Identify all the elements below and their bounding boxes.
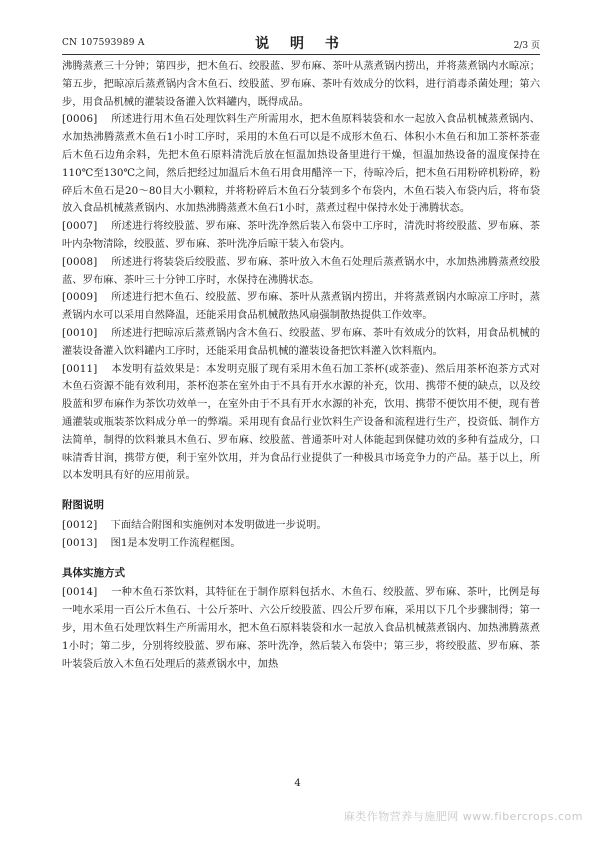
- paragraph-0013: [62, 535, 540, 553]
- paragraph-number: [0008]: [62, 255, 98, 268]
- paragraph-0010: [62, 325, 540, 361]
- paragraph-text: 所述进行将装袋后绞股蓝、罗布麻、茶叶放入木鱼石处理后蒸煮锅水中，水加热沸腾蒸煮绞股蓝、罗布麻、茶叶三十分钟工序时，水保持在沸腾状态。: [62, 255, 541, 286]
- page-number: 4: [294, 778, 301, 789]
- paragraph-text: 所述进行把晾凉后蒸煮锅内含木鱼石、绞股蓝、罗布麻、茶叶有效成分的饮料，用食品机械的灌装设备灌入饮料罐内工序时，还能采用食品机械的灌装设备把饮料灌入饮料瓶内。: [62, 326, 541, 357]
- page-header: [62, 32, 540, 55]
- paragraph-0011: [62, 361, 540, 486]
- paragraph-text: 所述进行将绞股蓝、罗布麻、茶叶洗净然后装入布袋中工序时，清洗时将绞股蓝、罗布麻、茶叶内杂物清除，绞股蓝、罗布麻、茶叶洗净后晾干装入布袋内。: [62, 220, 541, 250]
- paragraph-number: [0009]: [62, 291, 98, 304]
- paragraph-number: [0010]: [62, 326, 98, 339]
- watermark-text: 麻类作物营养与施肥网 www.fibercrops.com: [343, 810, 583, 823]
- paragraph-text: 一种木鱼石茶饮料，其特征在于制作原料包括水、木鱼石、绞股蓝、罗布麻、茶叶，比例是每一吨水采用一百公斤木鱼石、十公斤茶叶、六公斤绞股蓝、四公斤罗布麻，采用以下几个步骤制得；第一步，用木鱼石处理饮料生产所需用水，把木鱼石原料装袋和水一起放入食品机械蒸煮锅内、加热沸腾蒸煮1小时；第二步，分别将绞股蓝、罗布麻、茶叶洗净，然后装入布袋中；第三步，将绞股蓝、罗布麻、茶叶装袋后放入木鱼石处理后的蒸煮锅水中，加热: [62, 586, 541, 670]
- paragraph-0008: [62, 254, 540, 290]
- paragraph-number: [0006]: [62, 113, 98, 126]
- paragraph-number: [0007]: [62, 220, 98, 233]
- paragraph-0006: [62, 111, 540, 218]
- paragraph-text: 图1是本发明工作流程框图。: [110, 536, 241, 549]
- document-body: [62, 58, 540, 673]
- paragraph-number: [0013]: [62, 536, 98, 549]
- paragraph-continuation: 沸腾蒸煮三十分钟；第四步，把木鱼石、绞股蓝、罗布麻、茶叶从蒸煮锅内捞出，并将蒸煮锅内水晾凉；第五步，把晾凉后蒸煮锅内含木鱼石、绞股蓝、罗布麻、茶叶有效成分的饮料，进行消毒杀菌处理；第六步，用食品机械的灌装设备灌入饮料罐内，既得成品。: [62, 60, 540, 108]
- paragraph-text: 所述进行把木鱼石、绞股蓝、罗布麻、茶叶从蒸煮锅内捞出，并将蒸煮锅内水晾凉工序时，蒸煮锅内水可以采用自然降温，还能采用食品机械散热风扇强制散热提供工作效率。: [62, 291, 541, 322]
- paragraph-number: [0014]: [62, 586, 98, 599]
- paragraph-number: [0011]: [62, 362, 98, 375]
- paragraph-0007: [62, 218, 540, 254]
- patent-number: CN 107593989 A: [62, 38, 145, 48]
- paragraph-number: [0012]: [62, 518, 98, 531]
- page-reference: 2/3 页: [513, 41, 540, 51]
- paragraph-0012: [62, 517, 540, 535]
- section-heading-figures: 附图说明: [62, 499, 104, 512]
- paragraph-text: 所述进行用木鱼石处理饮料生产所需用水，把木鱼原料装袋和水一起放入食品机械蒸煮锅内、水加热沸腾蒸煮木鱼石1小时工序时，采用的木鱼石可以是不成形木鱼石、体积小木鱼石和加工茶杯茶壶后木鱼石边角余料，先把木鱼石原料清洗后放在恒温加热设备里进行干燥，恒温加热设备的温度保持在110℃至130℃之间，然后把经过加温后木鱼石用食用醋淬一下，待晾冷后，把木鱼石用粉碎机粉碎，粉碎后木鱼石是20～80目大小颗粒，并将粉碎后木鱼石分装到多个布袋内，木鱼石装入布袋内后，将布袋放入食品机械蒸煮锅内、水加热沸腾蒸煮木鱼石1小时，蒸煮过程中保持水处于沸腾状态。: [62, 113, 541, 215]
- paragraph-0009: [62, 289, 540, 325]
- paragraph-text: 下面结合附图和实施例对本发明做进一步说明。: [110, 518, 327, 531]
- paragraph-0014: [62, 584, 540, 673]
- paragraph-text: 本发明有益效果是：本发明克服了现有采用木鱼石加工茶杯(或茶壶)、然后用茶杯泡茶方式对木鱼石资源不能有效利用，茶杯泡茶在室外由于不具有开水水源的补充，饮用、携带不便的缺点，以及绞股蓝和罗布麻作为茶饮功效单一，在室外由于不具有开水水源的补充，饮用、携带不便饮用不便，现有普通灌装或瓶装茶饮料成分单一的弊端。采用现有食品行业饮料生产设备和流程进行生产，投资低、制作方法简单，制得的饮料兼具木鱼石、罗布麻、绞股蓝、普通茶叶对人体能起到保健功效的多种有益成分，口味清香甘润，携带方便，利于室外饮用，并为食品行业提供了一种极具市场竞争力的产品。基于以上，所以本发明具有好的应用前景。: [62, 362, 540, 482]
- document-title: 说 明 书: [255, 36, 347, 52]
- section-heading-embodiment: 具体实施方式: [62, 566, 125, 579]
